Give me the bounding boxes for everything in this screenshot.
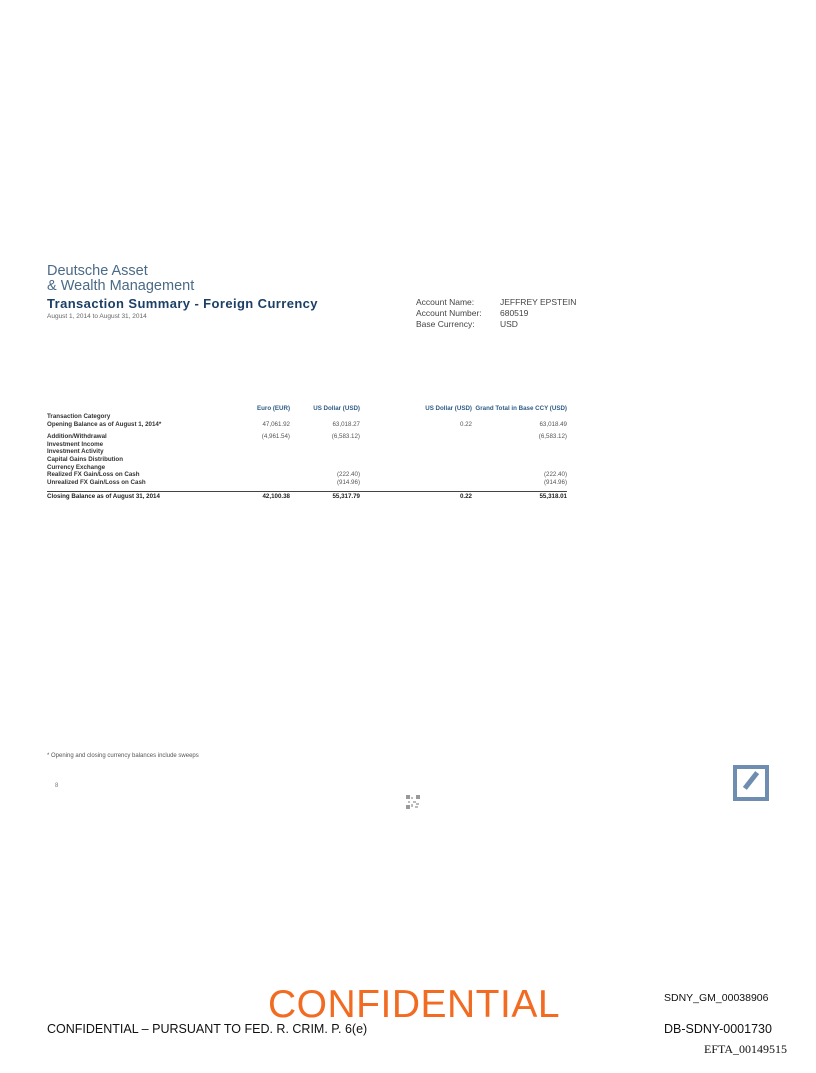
cell-value: 63,018.49: [539, 420, 567, 428]
account-name-row: [416, 297, 576, 308]
row-label: Capital Gains Distribution: [47, 455, 123, 463]
row-label: Unrealized FX Gain/Loss on Cash: [47, 478, 146, 486]
cell-value: 42,100.38: [217, 492, 290, 501]
cell-value: 0.22: [360, 492, 472, 501]
cell-value: [360, 471, 472, 479]
column-header: Euro (EUR): [257, 405, 290, 412]
qr-code-icon: [406, 795, 420, 809]
category-header-row: [47, 413, 567, 421]
table-row: [47, 441, 567, 449]
base-currency-row: [416, 319, 576, 330]
page-number: 8: [55, 783, 59, 789]
pursuant-notice: CONFIDENTIAL – PURSUANT TO FED. R. CRIM. P. 6(e): [47, 1022, 368, 1036]
cell-value: (222.40): [543, 471, 567, 479]
cell-value: [290, 441, 360, 449]
account-name-label: Account Name:: [416, 297, 475, 307]
statement-period: August 1, 2014 to August 31, 2014: [47, 313, 147, 320]
table-row: [47, 479, 567, 487]
cell-value: [217, 464, 290, 472]
table-header-row: [47, 405, 567, 413]
cell-value: [360, 433, 472, 441]
cell-value: 0.22: [459, 420, 472, 428]
cell-value: [360, 479, 472, 487]
sdny-bates-number: SDNY_GM_00038906: [664, 992, 769, 1004]
cell-value: [290, 448, 360, 456]
cell-value: (914.96): [543, 478, 567, 486]
brand-line-1: Deutsche Asset: [47, 263, 148, 279]
cell-value: [472, 464, 567, 472]
cell-value: [217, 441, 290, 449]
row-label: Addition/Withdrawal: [47, 433, 107, 441]
deutsche-bank-logo-icon: [733, 765, 769, 801]
table-row: [47, 433, 567, 441]
cell-value: (914.96): [336, 478, 360, 486]
account-number-label: Account Number:: [416, 308, 482, 318]
confidential-stamp: CONFIDENTIAL: [268, 983, 561, 1026]
cell-value: (222.40): [336, 471, 360, 479]
table-row: [47, 464, 567, 472]
cell-value: [290, 464, 360, 472]
header-spacer: [47, 405, 217, 413]
base-currency-value: USD: [500, 319, 518, 329]
row-label: Realized FX Gain/Loss on Cash: [47, 471, 140, 479]
cell-value: 47,061.92: [262, 420, 290, 428]
table-row: [47, 471, 567, 479]
row-label: Closing Balance as of August 31, 2014: [47, 492, 217, 501]
cell-value: (6,583.12): [331, 433, 360, 441]
page-title: Transaction Summary - Foreign Currency: [47, 296, 318, 311]
cell-value: [472, 456, 567, 464]
footnote: * Opening and closing currency balances include sweeps: [47, 753, 199, 759]
cell-value: [360, 441, 472, 449]
base-currency-label: Base Currency:: [416, 319, 475, 329]
table-row: [47, 421, 567, 429]
cell-value: [360, 456, 472, 464]
cell-value: [217, 456, 290, 464]
brand-name: [47, 264, 194, 294]
transaction-table: [47, 405, 567, 501]
account-info: [416, 297, 576, 330]
cell-value: 63,018.27: [332, 420, 360, 428]
table-row: [47, 448, 567, 456]
row-label: Currency Exchange: [47, 463, 106, 471]
cell-value: 55,318.01: [472, 492, 567, 501]
cell-value: (4,961.54): [261, 433, 290, 441]
cell-value: [472, 441, 567, 449]
cell-value: [360, 464, 472, 472]
cell-value: [217, 448, 290, 456]
category-header: Transaction Category: [47, 413, 111, 420]
closing-balance-row: [47, 492, 567, 501]
row-label: Investment Income: [47, 440, 104, 448]
cell-value: [217, 479, 290, 487]
db-bates-number: DB-SDNY-0001730: [664, 1022, 772, 1036]
cell-value: [290, 456, 360, 464]
row-label: Opening Balance as of August 1, 2014*: [47, 420, 162, 428]
cell-value: 55,317.79: [290, 492, 360, 501]
efta-number: EFTA_00149515: [704, 1042, 788, 1056]
account-name-value: JEFFREY EPSTEIN: [500, 297, 577, 307]
column-header: US Dollar (USD): [313, 405, 360, 412]
cell-value: [472, 448, 567, 456]
account-number-row: [416, 308, 576, 319]
column-header: Grand Total in Base CCY (USD): [475, 405, 567, 412]
cell-value: [360, 448, 472, 456]
account-number-value: 680519: [500, 308, 529, 318]
table-row: [47, 456, 567, 464]
row-label: Investment Activity: [47, 448, 104, 456]
cell-value: (6,583.12): [538, 433, 567, 441]
column-header: US Dollar (USD): [425, 405, 472, 412]
cell-value: [217, 471, 290, 479]
brand-line-2: & Wealth Management: [47, 278, 195, 294]
